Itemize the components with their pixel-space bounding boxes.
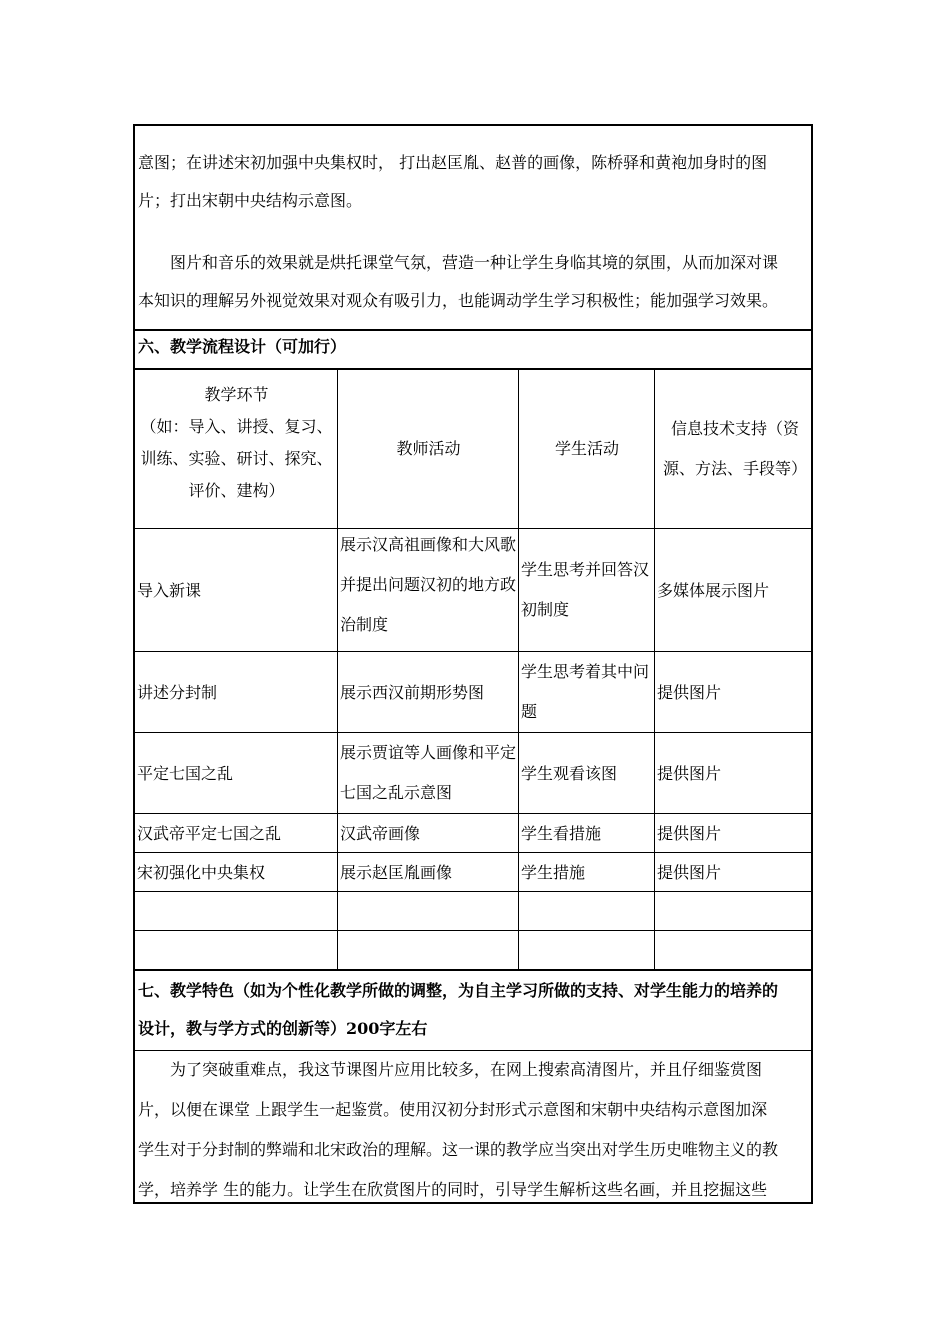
header-student: 学生活动 xyxy=(554,439,619,458)
row-1-tech: 多媒体展示图片 xyxy=(657,580,770,600)
row-divider xyxy=(135,891,811,892)
row-2-stage: 讲述分封制 xyxy=(137,682,218,702)
divider xyxy=(135,329,811,331)
paragraph-2 xyxy=(135,244,811,320)
section-7-title-line-1: 七、教学特色（如为个性化教学所做的调整，为自主学习所做的支持、对学生能力的培养的 xyxy=(138,981,779,1000)
row-5-teacher: 展示赵匡胤画像 xyxy=(340,862,453,882)
section-6-title: 六、教学流程设计（可加行） xyxy=(138,337,347,356)
row-3-stage: 平定七国之乱 xyxy=(137,763,234,783)
section-7-body-line-3: 学生对于分封制的弊端和北宋政治的理解。这一课的教学应当突出对学生历史唯物主义的教 xyxy=(138,1140,779,1159)
divider xyxy=(135,969,811,971)
header-stage-line-2: （如：导入、讲授、复习、 xyxy=(140,417,333,436)
row-3-tech: 提供图片 xyxy=(657,763,722,783)
row-1-student: 学生思考并回答汉初制度 xyxy=(521,560,650,619)
row-4-student: 学生看措施 xyxy=(521,823,602,843)
header-stage xyxy=(135,369,338,528)
header-stage-line-4: 评价、建构） xyxy=(188,481,285,500)
row-2-student: 学生思考着其中问题 xyxy=(521,662,650,721)
section-7-body xyxy=(135,1050,811,1210)
paragraph-2-line-1: 图片和音乐的效果就是烘托课堂气氛，营造一种让学生身临其境的氛围，从而加深对课 xyxy=(170,253,779,272)
paragraph-2-line-2: 本知识的理解另外视觉效果对观众有吸引力，也能调动学生学习积极性；能加强学习效果。 xyxy=(138,291,779,310)
row-2-tech: 提供图片 xyxy=(657,682,722,702)
row-3-student: 学生观看该图 xyxy=(521,763,618,783)
row-4-tech: 提供图片 xyxy=(657,823,722,843)
header-tech: 信息技术支持（资源、方法、手段等） xyxy=(663,418,808,478)
row-4-stage: 汉武帝平定七国之乱 xyxy=(137,823,282,843)
header-stage-line-1: 教学环节 xyxy=(204,385,269,404)
paragraph-1 xyxy=(135,144,811,220)
document-table xyxy=(133,124,813,1204)
row-5-stage: 宋初强化中央集权 xyxy=(137,862,266,882)
row-2-teacher: 展示西汉前期形势图 xyxy=(340,682,485,702)
header-stage-line-3: 训练、实验、研讨、探究、 xyxy=(140,449,333,468)
header-teacher: 教师活动 xyxy=(396,439,461,458)
section-7-title-line-2: 设计，教与学方式的创新等）200字左右 xyxy=(138,1019,428,1038)
section-7-body-line-4: 学，培养学 生的能力。让学生在欣赏图片的同时，引导学生解析这些名画，并且挖掘这些 xyxy=(138,1180,768,1199)
row-5-student: 学生措施 xyxy=(521,862,586,882)
section-7-body-line-1: 为了突破重难点，我这节课图片应用比较多，在网上搜索高清图片，并且仔细鉴赏图 xyxy=(170,1060,763,1079)
row-4-teacher: 汉武帝画像 xyxy=(340,823,421,843)
paragraph-1-line-2: 片；打出宋朝中央结构示意图。 xyxy=(138,191,363,210)
row-5-tech: 提供图片 xyxy=(657,862,722,882)
row-divider xyxy=(135,930,811,931)
paragraph-1-line-1: 意图；在讲述宋初加强中央集权时， 打出赵匡胤、赵普的画像，陈桥驿和黄袍加身时的图 xyxy=(138,153,768,172)
section-7-title xyxy=(135,972,811,1048)
section-7-body-line-2: 片，以便在课堂 上跟学生一起鉴赏。使用汉初分封形式示意图和宋朝中央结构示意图加深 xyxy=(138,1100,768,1119)
row-1-teacher: 展示汉高祖画像和大风歌并提出问题汉初的地方政治制度 xyxy=(340,535,517,634)
row-1-stage: 导入新课 xyxy=(137,580,202,600)
row-3-teacher: 展示贾谊等人画像和平定七国之乱示意图 xyxy=(340,743,517,802)
